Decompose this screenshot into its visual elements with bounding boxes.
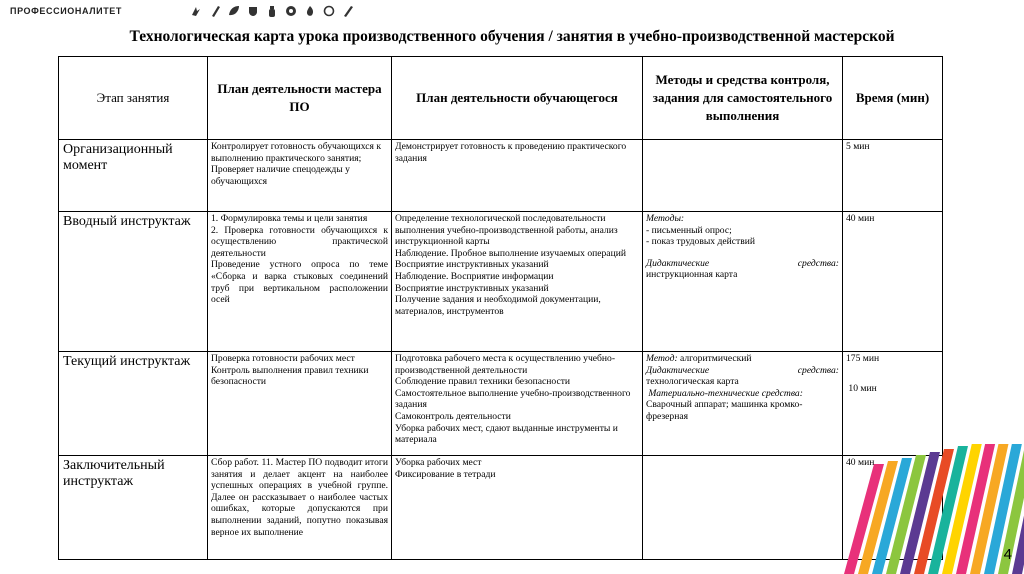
method-value: алгоритмический — [677, 353, 752, 364]
stage-cell: Заключительный инструктаж — [59, 456, 208, 560]
student-cell: Уборка рабочих мест Фиксирование в тетради — [392, 456, 643, 560]
decorative-stripes — [784, 444, 1024, 574]
slash-icon — [342, 4, 354, 16]
didactic-label — [646, 258, 839, 270]
didactic-label-a: Дидактические — [646, 364, 710, 376]
student-cell: Демонстрирует готовность к проведению практического задания — [392, 140, 643, 212]
gear-icon — [285, 4, 297, 16]
header-stage: Этап занятия — [59, 57, 208, 140]
master-cell: Проверка готовности рабочих мест Контроль выполнения правил техники безопасности — [208, 352, 392, 456]
table-row — [59, 140, 943, 212]
master-cell: Контролирует готовность обучающихся к выполнению практического занятия; Проверяет наличие спецодежды у обучающихся — [208, 140, 392, 212]
header-time: Время (мин) — [843, 57, 943, 140]
didactic-label-b: средства: — [797, 364, 839, 376]
table-header-row — [59, 57, 943, 140]
time-value-secondary: 10 мин — [846, 382, 877, 394]
methods-cell — [643, 212, 843, 352]
methods-list: - письменный опрос; - показ трудовых действий — [646, 224, 756, 248]
page-title: Технологическая карта урока производственного обучения / занятия в учебно-производственной мастерской — [129, 28, 895, 45]
header-methods: Методы и средства контроля, задания для самостоятельного выполнения — [643, 57, 843, 140]
material-value: Сварочный аппарат; машинка кромко-фрезерная — [646, 399, 803, 422]
methods-cell — [643, 352, 843, 456]
didactic-label-b: средства: — [797, 257, 839, 269]
student-cell: Подготовка рабочего места к осуществлению учебно-производственной деятельности Соблюдение правил техники безопасности Самостоятельное выполнение учебно-производственного задания Самоконтроль деятельности Уборка рабочих мест, сдают выданные инструменты и материала — [392, 352, 643, 456]
time-cell — [843, 212, 943, 352]
stage-cell: Текущий инструктаж — [59, 352, 208, 456]
shield-icon — [247, 4, 259, 16]
time-value: 175 мин — [846, 353, 880, 364]
didactic-label-a: Дидактические — [646, 257, 710, 269]
didactic-value: инструкционная карта — [646, 269, 738, 281]
time-value: 40 мин — [846, 213, 875, 224]
header-icons — [190, 4, 354, 16]
student-cell: Определение технологической последовательности выполнения учебно-производственной работы, анализ инструкционной карты Наблюдение. Пробное выполнение изучаемых операций Восприятие инструктивных указаний Наблюдение. Восприятие информации Восприятие инструктивных указаний Получение задания и необходимой документации, материалов, инструментов — [392, 212, 643, 352]
material-label: Материально-технические средства: — [646, 387, 803, 399]
stage-cell: Вводный инструктаж — [59, 212, 208, 352]
header-master-plan: План деятельности мастера ПО — [208, 57, 392, 140]
page-number: 4 — [1003, 546, 1012, 563]
method-line — [646, 353, 839, 365]
methods-label: Методы: — [646, 213, 685, 224]
time-cell — [843, 140, 943, 212]
circle-icon — [323, 4, 335, 16]
time-value: 40 мин — [846, 457, 875, 468]
header-student-plan: План деятельности обучающегося — [392, 57, 643, 140]
didactic-value: технологическая карта — [646, 376, 739, 388]
stage-cell: Организационный момент — [59, 140, 208, 212]
master-cell: 1. Формулировка темы и цели занятия 2. Проверка готовности обучающихся к осуществлению практической деятельности Проведение устного опроса по теме «Сборка и варка стыковых соединений труб при вертикальном расположении осей — [208, 212, 392, 352]
table-row — [59, 352, 943, 456]
didactic-label — [646, 365, 839, 377]
spark-icon — [190, 4, 202, 16]
time-cell — [843, 352, 943, 456]
time-value: 5 мин — [846, 141, 870, 152]
flame-icon — [304, 4, 316, 16]
table-row — [59, 212, 943, 352]
master-cell: Сбор работ. 11. Мастер ПО подводит итоги занятия и делает акцент на наиболее успешных операциях в учебной группе. Далее он рассказывает о наиболее частых ошибках, которые допускаются при выполнении заданий, попутно показывая верное их выполнение — [208, 456, 392, 560]
brand-logo-text: ПРОФЕССИОНАЛИТЕТ — [10, 6, 122, 16]
bottle-icon — [266, 4, 278, 16]
pencil-icon — [209, 4, 221, 16]
methods-cell — [643, 140, 843, 212]
leaf-icon — [228, 4, 240, 16]
method-label: Метод: — [646, 353, 678, 364]
